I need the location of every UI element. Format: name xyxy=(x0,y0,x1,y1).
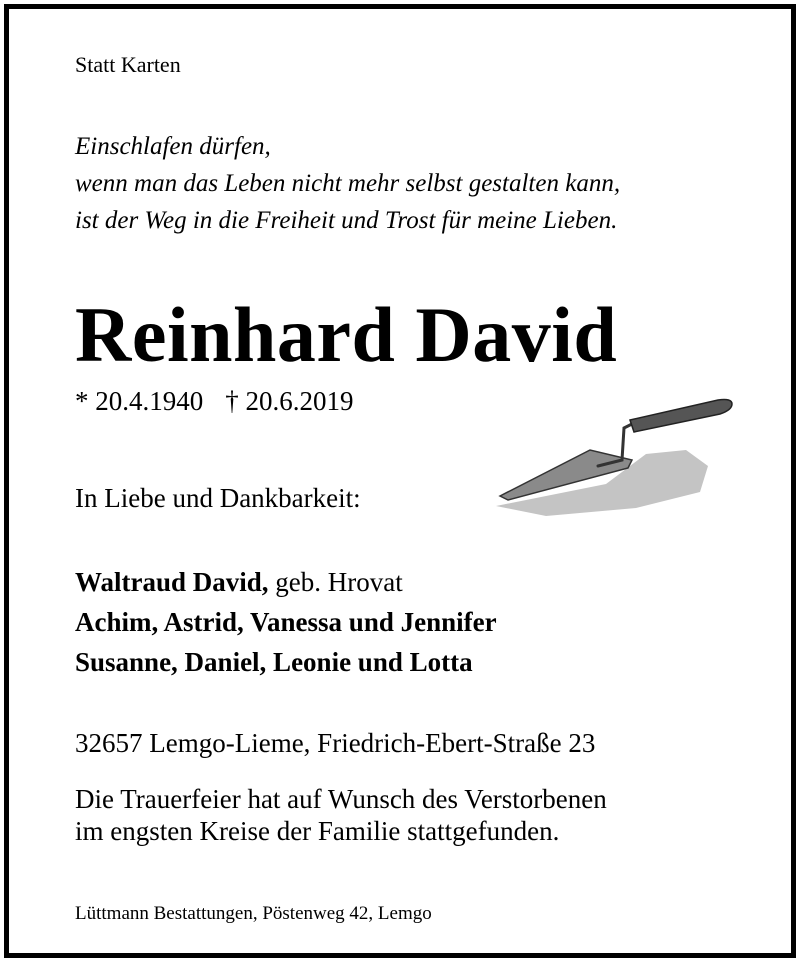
trowel-handle xyxy=(630,400,732,433)
family-address: 32657 Lemgo-Lieme, Friedrich-Ebert-Straße 23 xyxy=(75,728,596,758)
mourner-line xyxy=(75,562,497,602)
mourner-names: Susanne, Daniel, Leonie und Lotta xyxy=(75,647,473,677)
mourner-line xyxy=(75,642,497,682)
undertaker-info: Lüttmann Bestattungen, Pöstenweg 42, Lemgo xyxy=(75,903,432,924)
poem xyxy=(75,128,620,239)
mourner-names: Achim, Astrid, Vanessa und Jennifer xyxy=(75,607,497,637)
notice-line: Die Trauerfeier hat auf Wunsch des Verstorbenen xyxy=(75,784,607,814)
life-dates xyxy=(75,386,354,417)
notice-line: im engsten Kreise der Familie stattgefunden. xyxy=(75,816,560,846)
deceased-name: Reinhard David xyxy=(75,291,618,378)
mourner-maiden-name: geb. Hrovat xyxy=(268,567,403,597)
dedication: In Liebe und Dankbarkeit: xyxy=(75,483,361,513)
header-note: Statt Karten xyxy=(75,52,181,77)
trowel-icon xyxy=(486,392,740,520)
death-date: † 20.6.2019 xyxy=(225,386,354,416)
poem-line: ist der Weg in die Freiheit und Trost für meine Lieben. xyxy=(75,207,618,234)
mourners xyxy=(75,562,497,682)
mourner-name-bold: Waltraud David, xyxy=(75,567,269,597)
poem-line: Einschlafen dürfen, xyxy=(75,133,271,160)
birth-date: * 20.4.1940 xyxy=(75,386,204,416)
mourner-line xyxy=(75,602,497,642)
funeral-notice xyxy=(75,783,607,847)
poem-line: wenn man das Leben nicht mehr selbst gestalten kann, xyxy=(75,170,621,197)
